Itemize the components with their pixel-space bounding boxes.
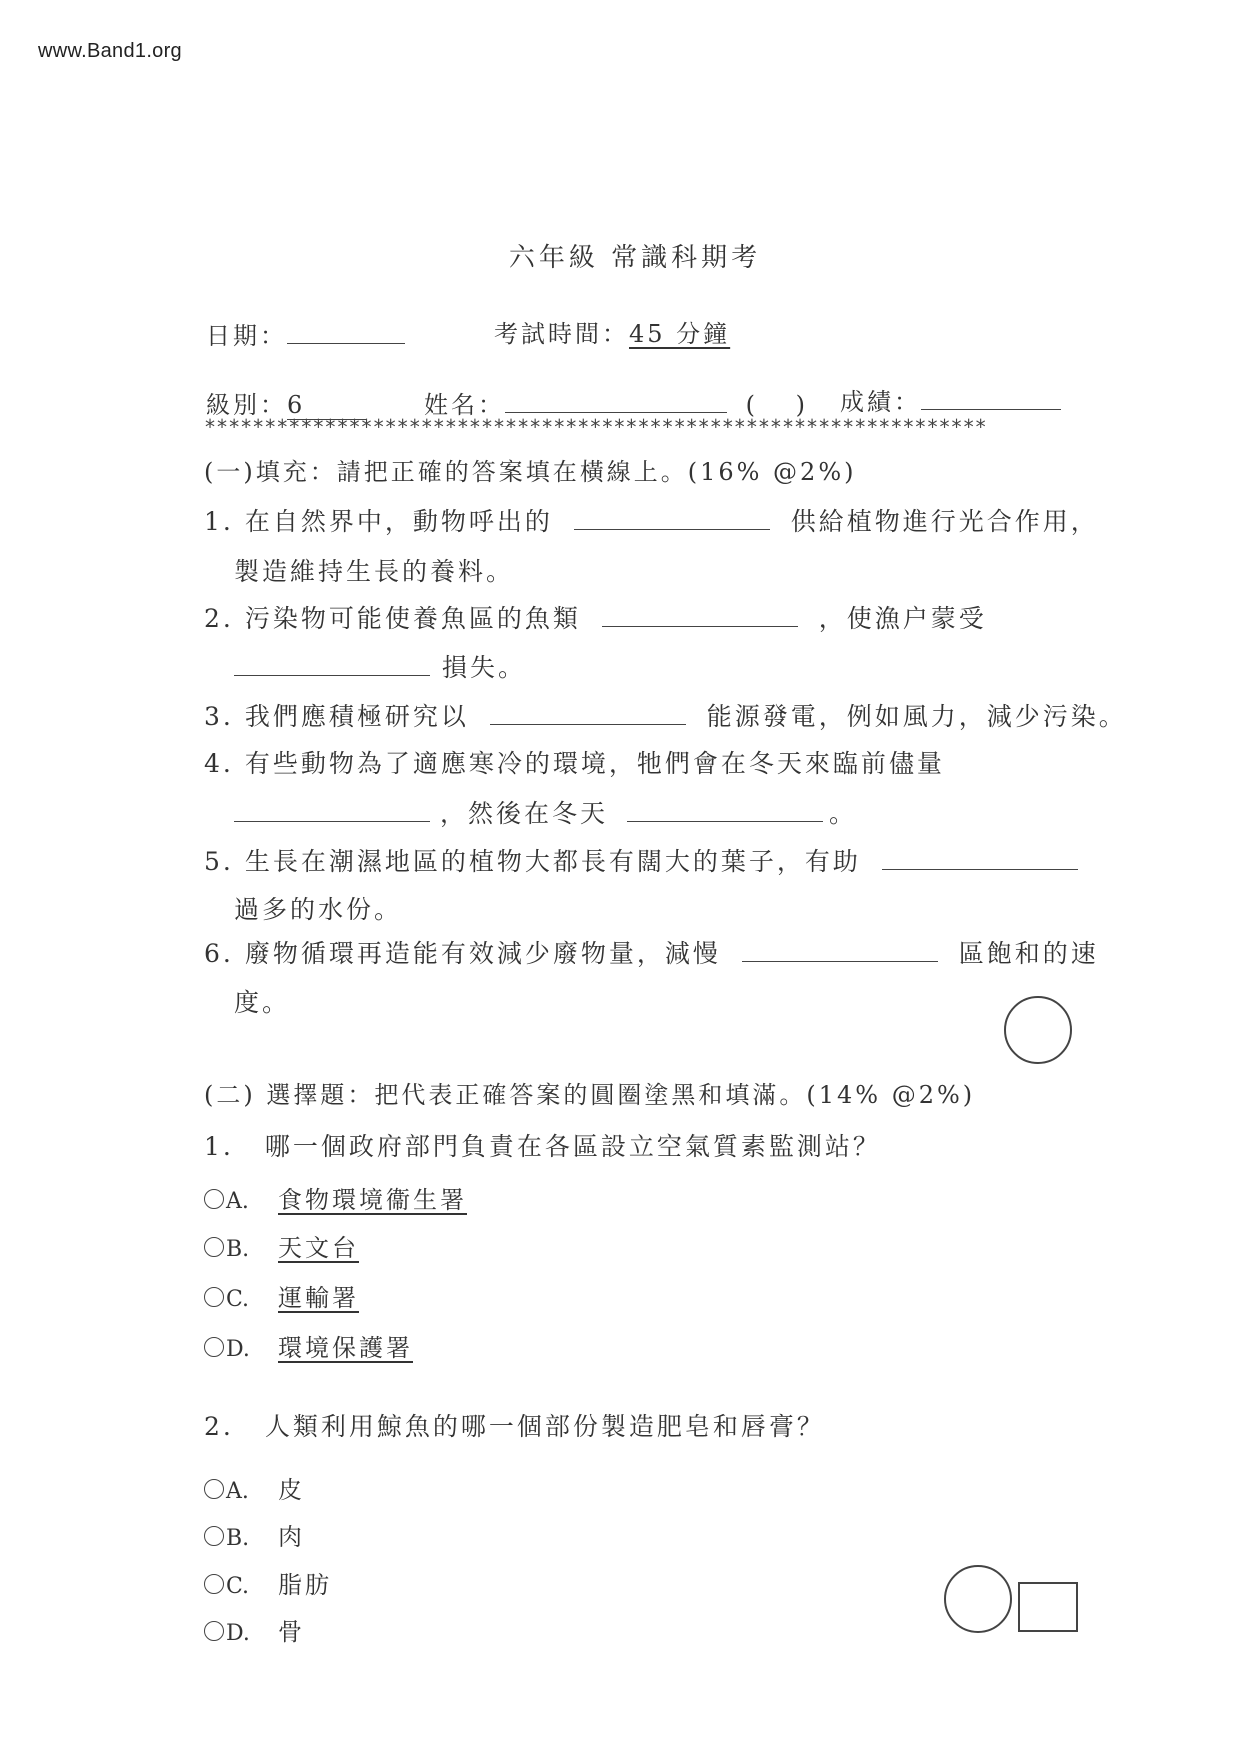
q1-text-a: 在自然界中，動物呼出的 — [244, 507, 553, 536]
time-label: 考試時間： — [494, 320, 629, 348]
q4-text-a: 有些動物為了適應寒冷的環境，牠們會在冬天來臨前儘量 — [244, 749, 945, 778]
mc-q1-text: 哪一個政府部門負責在各區設立空氣質素監測站？ — [264, 1132, 881, 1161]
q1-text-c: 製造維持生長的養料。 — [234, 557, 515, 586]
mc-q1-number: 1. — [204, 1132, 234, 1161]
fill-q5-line1 — [204, 842, 1078, 878]
mc-q2-number: 2. — [204, 1412, 234, 1441]
radio-circle-icon[interactable] — [204, 1574, 224, 1594]
q4-number: 4. — [204, 749, 234, 778]
date-label: 日期： — [206, 322, 287, 350]
radio-circle-icon[interactable] — [204, 1189, 224, 1209]
q6-text-c: 度。 — [234, 988, 291, 1017]
mc-q2 — [204, 1407, 825, 1443]
q1-text-b: 供給植物進行光合作用， — [790, 507, 1099, 536]
site-watermark: www.Band1.org — [38, 40, 182, 62]
fill-q4-line2 — [234, 794, 857, 830]
q1-number: 1. — [204, 507, 234, 536]
mc-q1-option-a[interactable]: A. 食物環境衞生署 — [204, 1180, 467, 1215]
q6-blank[interactable] — [742, 937, 938, 962]
fill-q6-line1 — [204, 934, 1099, 970]
q3-number: 3. — [204, 702, 234, 731]
page-score-circle — [944, 1565, 1012, 1633]
date-row — [206, 316, 405, 351]
q2-text-a: 污染物可能使養魚區的魚類 — [244, 604, 581, 633]
q2-blank-1[interactable] — [602, 602, 798, 627]
fill-q1-line1 — [204, 502, 1099, 538]
mc-q2-option-a[interactable]: A. 皮 — [204, 1470, 305, 1505]
mc-q1-option-d[interactable]: D. 環境保護署 — [204, 1328, 413, 1363]
section1-heading: (一)填充：請把正確的答案填在橫線上。(16% @2%) — [204, 458, 857, 486]
time-row — [494, 314, 730, 349]
exam-title: 六年級 常識科期考 — [508, 243, 762, 273]
q6-text-b: 區飽和的速 — [958, 939, 1099, 968]
section2-heading: (二) 選擇題：把代表正確答案的圓圈塗黑和填滿。(14% @2%) — [204, 1081, 976, 1109]
q1-blank[interactable] — [574, 505, 770, 530]
q2-text-c: 損失。 — [442, 653, 527, 682]
q3-text-b: 能源發電，例如風力，減少污染。 — [706, 702, 1127, 731]
fill-q3-line1 — [204, 697, 1127, 733]
date-blank[interactable] — [287, 319, 405, 344]
fill-q4-line1 — [204, 744, 945, 780]
q5-number: 5. — [204, 847, 234, 876]
section1-score-circle — [1004, 996, 1072, 1064]
score-blank[interactable] — [921, 385, 1061, 410]
divider-stars: ***************************************************************** — [204, 415, 987, 439]
q4-text-c: 。 — [828, 799, 857, 828]
q4-blank-1[interactable] — [234, 797, 430, 822]
radio-circle-icon[interactable] — [204, 1621, 224, 1641]
radio-circle-icon[interactable] — [204, 1479, 224, 1499]
q4-blank-2[interactable] — [627, 797, 823, 822]
q6-text-a: 廢物循環再造能有效減少廢物量，減慢 — [244, 939, 721, 968]
q2-blank-2[interactable] — [234, 651, 430, 676]
mc-q1-option-c[interactable]: C. 運輸署 — [204, 1278, 359, 1313]
name-label: 姓名： — [424, 391, 505, 419]
q3-text-a: 我們應積極研究以 — [244, 702, 469, 731]
class-label: 級別： — [206, 391, 287, 419]
class-value[interactable]: 6 — [287, 391, 367, 420]
q5-text-b: 過多的水份。 — [234, 895, 403, 924]
q6-number: 6. — [204, 939, 234, 968]
mc-q2-text: 人類利用鯨魚的哪一個部份製造肥皂和唇膏？ — [264, 1412, 825, 1441]
radio-circle-icon[interactable] — [204, 1287, 224, 1307]
q3-blank[interactable] — [490, 700, 686, 725]
mc-q2-option-d[interactable]: D. 骨 — [204, 1612, 305, 1647]
mc-q1 — [204, 1127, 881, 1163]
q2-number: 2. — [204, 604, 234, 633]
q4-text-b: ，然後在冬天 — [440, 799, 609, 828]
q5-text-a: 生長在潮濕地區的植物大都長有闊大的葉子，有助 — [244, 847, 861, 876]
mc-q1-option-b[interactable]: B. 天文台 — [204, 1228, 359, 1263]
radio-circle-icon[interactable] — [204, 1337, 224, 1357]
radio-circle-icon[interactable] — [204, 1526, 224, 1546]
score-label: 成績： — [840, 388, 921, 416]
time-value: 45 分鐘 — [629, 320, 731, 348]
q2-text-b: ，使漁户蒙受 — [818, 604, 987, 633]
name-blank[interactable] — [505, 388, 727, 413]
mc-q2-option-c[interactable]: C. 脂肪 — [204, 1565, 332, 1600]
radio-circle-icon[interactable] — [204, 1237, 224, 1257]
page-score-box — [1018, 1582, 1078, 1632]
q5-blank[interactable] — [882, 845, 1078, 870]
class-number-paren: ( ) — [745, 391, 808, 419]
mc-q2-option-b[interactable]: B. 肉 — [204, 1517, 305, 1552]
score-row — [840, 382, 1061, 417]
fill-q2-line2 — [234, 648, 526, 684]
fill-q2-line1 — [204, 599, 987, 635]
